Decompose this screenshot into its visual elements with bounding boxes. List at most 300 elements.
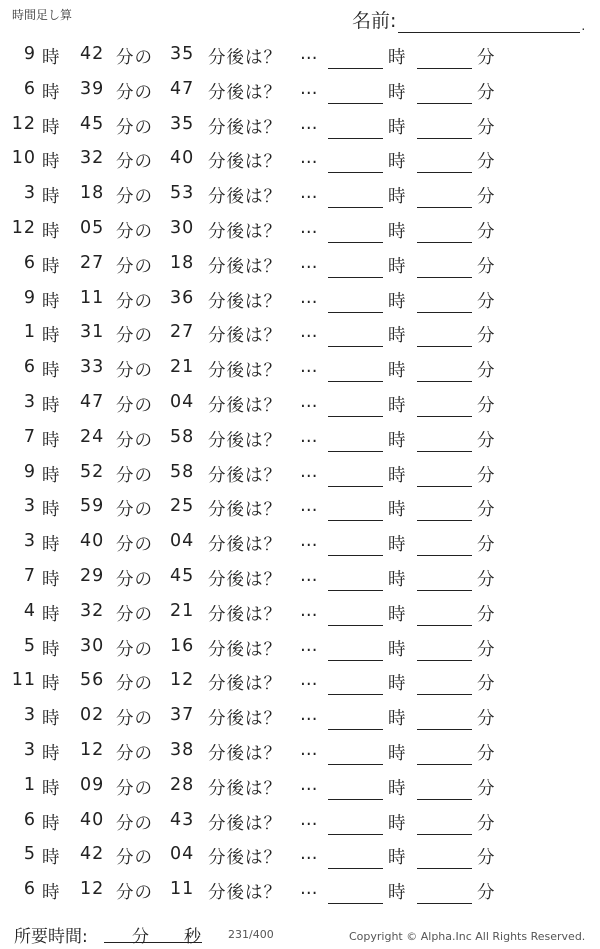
hour-unit: 時 (42, 395, 61, 416)
ellipsis: … (300, 739, 319, 760)
problem-hour: 12 (11, 217, 36, 238)
ellipsis: … (300, 705, 319, 726)
after-unit: 分後は？ (208, 743, 282, 764)
ellipsis: … (300, 183, 319, 204)
problem-add-minutes: 28 (170, 774, 195, 795)
answer-hour-blank[interactable] (328, 879, 383, 904)
after-unit: 分後は？ (208, 604, 282, 625)
minute-of-unit: 分の (116, 569, 153, 590)
time-min-unit: 分 (132, 927, 149, 947)
answer-minute-blank[interactable] (417, 531, 472, 556)
ellipsis: … (300, 391, 319, 412)
answer-hour-blank[interactable] (328, 253, 383, 278)
problem-hour: 6 (23, 252, 36, 273)
ellipsis: … (300, 531, 319, 552)
answer-hour-blank[interactable] (328, 844, 383, 869)
answer-hour-unit: 時 (388, 187, 407, 208)
problem-minute: 42 (80, 44, 105, 64)
problem-row (0, 664, 600, 699)
answer-minute-blank[interactable] (417, 670, 472, 695)
answer-minute-unit: 分 (477, 361, 496, 382)
problem-row (0, 838, 600, 873)
problem-minute: 30 (80, 635, 105, 656)
minute-of-unit: 分の (116, 743, 153, 764)
ellipsis: … (300, 879, 319, 900)
answer-minute-unit: 分 (477, 326, 496, 347)
answer-minute-blank[interactable] (417, 427, 472, 452)
minute-of-unit: 分の (116, 604, 153, 625)
problem-minute: 11 (80, 287, 105, 308)
answer-minute-blank[interactable] (417, 740, 472, 765)
problem-add-minutes: 04 (170, 391, 195, 412)
answer-minute-unit: 分 (477, 291, 496, 312)
answer-hour-blank[interactable] (328, 810, 383, 835)
problem-add-minutes: 45 (170, 565, 195, 586)
problem-hour: 3 (23, 739, 36, 760)
minute-of-unit: 分の (116, 221, 153, 242)
answer-minute-unit: 分 (477, 152, 496, 173)
after-unit: 分後は？ (208, 291, 282, 312)
answer-hour-blank[interactable] (328, 636, 383, 661)
problem-minute: 56 (80, 670, 105, 691)
answer-minute-unit: 分 (477, 82, 496, 103)
problem-hour: 6 (23, 357, 36, 378)
answer-minute-unit: 分 (477, 569, 496, 590)
problem-hour: 5 (23, 635, 36, 656)
hour-unit: 時 (42, 256, 61, 277)
answer-minute-blank[interactable] (417, 462, 472, 487)
problem-add-minutes: 40 (170, 148, 195, 169)
answer-minute-blank[interactable] (417, 636, 472, 661)
problem-row (0, 351, 600, 386)
problem-hour: 9 (23, 44, 36, 64)
problem-row (0, 142, 600, 177)
answer-hour-unit: 時 (388, 674, 407, 695)
problem-add-minutes: 37 (170, 705, 195, 726)
page-number: 231/400 (228, 928, 274, 941)
answer-minute-unit: 分 (477, 674, 496, 695)
problem-row (0, 734, 600, 769)
after-unit: 分後は？ (208, 48, 282, 68)
problem-minute: 47 (80, 391, 105, 412)
answer-hour-blank[interactable] (328, 531, 383, 556)
answer-minute-blank[interactable] (417, 79, 472, 104)
name-blank[interactable] (398, 14, 580, 33)
problem-hour: 7 (23, 426, 36, 447)
minute-of-unit: 分の (116, 500, 153, 521)
problem-hour: 7 (23, 565, 36, 586)
problem-hour: 6 (23, 879, 36, 900)
after-unit: 分後は？ (208, 187, 282, 208)
answer-minute-unit: 分 (477, 187, 496, 208)
answer-minute-blank[interactable] (417, 114, 472, 139)
answer-hour-blank[interactable] (328, 357, 383, 382)
after-unit: 分後は？ (208, 82, 282, 103)
answer-minute-blank[interactable] (417, 148, 472, 173)
answer-hour-blank[interactable] (328, 496, 383, 521)
ellipsis: … (300, 357, 319, 378)
problem-hour: 1 (23, 322, 36, 343)
hour-unit: 時 (42, 361, 61, 382)
answer-hour-unit: 時 (388, 778, 407, 799)
answer-hour-unit: 時 (388, 256, 407, 277)
ellipsis: … (300, 670, 319, 691)
answer-hour-blank[interactable] (328, 148, 383, 173)
problem-minute: 32 (80, 600, 105, 621)
problem-add-minutes: 53 (170, 183, 195, 204)
problem-hour: 10 (11, 148, 36, 169)
answer-minute-unit: 分 (477, 639, 496, 660)
problem-add-minutes: 35 (170, 44, 195, 64)
minute-of-unit: 分の (116, 639, 153, 660)
after-unit: 分後は？ (208, 221, 282, 242)
answer-minute-unit: 分 (477, 221, 496, 242)
answer-minute-blank[interactable] (417, 253, 472, 278)
after-unit: 分後は？ (208, 465, 282, 486)
problem-add-minutes: 04 (170, 844, 195, 865)
minute-of-unit: 分の (116, 82, 153, 103)
answer-hour-unit: 時 (388, 152, 407, 173)
problem-row (0, 108, 600, 143)
ellipsis: … (300, 252, 319, 273)
problem-add-minutes: 25 (170, 496, 195, 517)
problem-minute: 05 (80, 217, 105, 238)
problem-row (0, 421, 600, 456)
problem-hour: 3 (23, 705, 36, 726)
problem-add-minutes: 47 (170, 78, 195, 99)
after-unit: 分後は？ (208, 883, 282, 904)
answer-minute-unit: 分 (477, 778, 496, 799)
hour-unit: 時 (42, 883, 61, 904)
problem-add-minutes: 04 (170, 531, 195, 552)
answer-hour-unit: 時 (388, 395, 407, 416)
problem-add-minutes: 21 (170, 357, 195, 378)
answer-minute-unit: 分 (477, 48, 496, 68)
after-unit: 分後は？ (208, 117, 282, 138)
problem-hour: 1 (23, 774, 36, 795)
answer-hour-blank[interactable] (328, 322, 383, 347)
answer-minute-blank[interactable] (417, 705, 472, 730)
answer-hour-unit: 時 (388, 326, 407, 347)
problem-row (0, 630, 600, 665)
problem-add-minutes: 35 (170, 113, 195, 134)
answer-hour-unit: 時 (388, 569, 407, 590)
worksheet-title: 時間足し算 (12, 8, 73, 22)
after-unit: 分後は？ (208, 500, 282, 521)
problem-hour: 3 (23, 531, 36, 552)
after-unit: 分後は？ (208, 326, 282, 347)
problem-hour: 6 (23, 809, 36, 830)
after-unit: 分後は？ (208, 674, 282, 695)
problem-add-minutes: 21 (170, 600, 195, 621)
problem-minute: 24 (80, 426, 105, 447)
minute-of-unit: 分の (116, 187, 153, 208)
problem-row (0, 560, 600, 595)
minute-of-unit: 分の (116, 778, 153, 799)
after-unit: 分後は？ (208, 361, 282, 382)
time-sec-unit: 秒 (184, 927, 201, 947)
after-unit: 分後は？ (208, 395, 282, 416)
minute-of-unit: 分の (116, 291, 153, 312)
hour-unit: 時 (42, 187, 61, 208)
answer-hour-blank[interactable] (328, 79, 383, 104)
after-unit: 分後は？ (208, 848, 282, 869)
answer-hour-blank[interactable] (328, 775, 383, 800)
problem-add-minutes: 27 (170, 322, 195, 343)
answer-hour-unit: 時 (388, 291, 407, 312)
hour-unit: 時 (42, 848, 61, 869)
minute-of-unit: 分の (116, 48, 153, 68)
problem-add-minutes: 18 (170, 252, 195, 273)
answer-minute-blank[interactable] (417, 218, 472, 243)
problem-minute: 42 (80, 844, 105, 865)
answer-minute-unit: 分 (477, 535, 496, 556)
answer-hour-blank[interactable] (328, 601, 383, 626)
answer-minute-blank[interactable] (417, 322, 472, 347)
minute-of-unit: 分の (116, 361, 153, 382)
answer-minute-blank[interactable] (417, 392, 472, 417)
answer-hour-unit: 時 (388, 535, 407, 556)
hour-unit: 時 (42, 709, 61, 730)
answer-minute-blank[interactable] (417, 496, 472, 521)
problem-row (0, 177, 600, 212)
answer-hour-blank[interactable] (328, 670, 383, 695)
time-required-label: 所要時間: (14, 927, 88, 947)
answer-hour-blank[interactable] (328, 462, 383, 487)
problem-hour: 5 (23, 844, 36, 865)
hour-unit: 時 (42, 117, 61, 138)
answer-hour-blank[interactable] (328, 183, 383, 208)
problem-minute: 32 (80, 148, 105, 169)
problem-hour: 4 (23, 600, 36, 621)
answer-minute-blank[interactable] (417, 810, 472, 835)
problem-row (0, 456, 600, 491)
minute-of-unit: 分の (116, 326, 153, 347)
problem-minute: 18 (80, 183, 105, 204)
hour-unit: 時 (42, 82, 61, 103)
problem-row (0, 525, 600, 560)
hour-unit: 時 (42, 569, 61, 590)
problem-row (0, 490, 600, 525)
problem-minute: 31 (80, 322, 105, 343)
problem-add-minutes: 12 (170, 670, 195, 691)
problem-minute: 29 (80, 565, 105, 586)
hour-unit: 時 (42, 291, 61, 312)
problem-row (0, 595, 600, 630)
after-unit: 分後は？ (208, 535, 282, 556)
copyright: Copyright © Alpha.Inc All Rights Reserved. (349, 930, 586, 943)
hour-unit: 時 (42, 778, 61, 799)
ellipsis: … (300, 774, 319, 795)
minute-of-unit: 分の (116, 430, 153, 451)
name-label: 名前: (352, 10, 397, 32)
answer-minute-unit: 分 (477, 883, 496, 904)
hour-unit: 時 (42, 430, 61, 451)
problem-add-minutes: 30 (170, 217, 195, 238)
problem-minute: 40 (80, 531, 105, 552)
answer-hour-blank[interactable] (328, 392, 383, 417)
after-unit: 分後は？ (208, 256, 282, 277)
problem-add-minutes: 36 (170, 287, 195, 308)
problem-add-minutes: 16 (170, 635, 195, 656)
answer-minute-blank[interactable] (417, 775, 472, 800)
time-required-blank[interactable] (104, 922, 202, 947)
ellipsis: … (300, 565, 319, 586)
problem-row (0, 282, 600, 317)
hour-unit: 時 (42, 326, 61, 347)
answer-hour-unit: 時 (388, 883, 407, 904)
problem-add-minutes: 11 (170, 879, 195, 900)
problem-minute: 52 (80, 461, 105, 482)
problem-row (0, 73, 600, 108)
answer-minute-blank[interactable] (417, 44, 472, 69)
answer-hour-unit: 時 (388, 743, 407, 764)
minute-of-unit: 分の (116, 465, 153, 486)
problem-minute: 45 (80, 113, 105, 134)
name-field (352, 6, 585, 33)
answer-minute-unit: 分 (477, 604, 496, 625)
problem-minute: 02 (80, 705, 105, 726)
answer-hour-blank[interactable] (328, 740, 383, 765)
answer-hour-blank[interactable] (328, 427, 383, 452)
problem-list (0, 38, 600, 908)
problem-minute: 39 (80, 78, 105, 99)
problem-hour: 9 (23, 461, 36, 482)
answer-hour-unit: 時 (388, 221, 407, 242)
problem-hour: 9 (23, 287, 36, 308)
problem-row (0, 316, 600, 351)
hour-unit: 時 (42, 743, 61, 764)
answer-minute-blank[interactable] (417, 879, 472, 904)
minute-of-unit: 分の (116, 535, 153, 556)
problem-minute: 09 (80, 774, 105, 795)
problem-minute: 40 (80, 809, 105, 830)
answer-hour-unit: 時 (388, 709, 407, 730)
ellipsis: … (300, 461, 319, 482)
problem-add-minutes: 58 (170, 461, 195, 482)
answer-hour-unit: 時 (388, 813, 407, 834)
answer-minute-unit: 分 (477, 430, 496, 451)
answer-minute-unit: 分 (477, 395, 496, 416)
hour-unit: 時 (42, 639, 61, 660)
answer-minute-unit: 分 (477, 848, 496, 869)
problem-add-minutes: 58 (170, 426, 195, 447)
after-unit: 分後は？ (208, 430, 282, 451)
problem-hour: 11 (11, 670, 36, 691)
hour-unit: 時 (42, 604, 61, 625)
answer-minute-unit: 分 (477, 813, 496, 834)
hour-unit: 時 (42, 535, 61, 556)
name-dot: . (581, 19, 586, 33)
answer-hour-unit: 時 (388, 117, 407, 138)
answer-minute-unit: 分 (477, 500, 496, 521)
problem-hour: 3 (23, 391, 36, 412)
problem-row (0, 804, 600, 839)
after-unit: 分後は？ (208, 709, 282, 730)
answer-minute-blank[interactable] (417, 844, 472, 869)
problem-row (0, 873, 600, 908)
hour-unit: 時 (42, 813, 61, 834)
after-unit: 分後は？ (208, 813, 282, 834)
hour-unit: 時 (42, 152, 61, 173)
answer-hour-unit: 時 (388, 48, 407, 68)
answer-minute-blank[interactable] (417, 566, 472, 591)
problem-minute: 12 (80, 879, 105, 900)
problem-hour: 12 (11, 113, 36, 134)
answer-hour-unit: 時 (388, 82, 407, 103)
minute-of-unit: 分の (116, 883, 153, 904)
answer-hour-blank[interactable] (328, 218, 383, 243)
answer-minute-unit: 分 (477, 465, 496, 486)
after-unit: 分後は？ (208, 778, 282, 799)
problem-minute: 12 (80, 739, 105, 760)
ellipsis: … (300, 600, 319, 621)
answer-minute-blank[interactable] (417, 288, 472, 313)
answer-hour-blank[interactable] (328, 705, 383, 730)
ellipsis: … (300, 148, 319, 169)
answer-minute-blank[interactable] (417, 183, 472, 208)
after-unit: 分後は？ (208, 152, 282, 173)
ellipsis: … (300, 322, 319, 343)
after-unit: 分後は？ (208, 569, 282, 590)
problem-hour: 3 (23, 183, 36, 204)
answer-hour-unit: 時 (388, 430, 407, 451)
problem-row (0, 212, 600, 247)
answer-hour-blank[interactable] (328, 44, 383, 69)
minute-of-unit: 分の (116, 395, 153, 416)
answer-hour-unit: 時 (388, 604, 407, 625)
minute-of-unit: 分の (116, 709, 153, 730)
problem-minute: 27 (80, 252, 105, 273)
answer-hour-unit: 時 (388, 361, 407, 382)
ellipsis: … (300, 113, 319, 134)
ellipsis: … (300, 809, 319, 830)
answer-hour-blank[interactable] (328, 114, 383, 139)
problem-minute: 59 (80, 496, 105, 517)
ellipsis: … (300, 635, 319, 656)
problem-row (0, 386, 600, 421)
ellipsis: … (300, 78, 319, 99)
answer-minute-blank[interactable] (417, 357, 472, 382)
answer-minute-blank[interactable] (417, 601, 472, 626)
problem-row (0, 247, 600, 282)
answer-hour-unit: 時 (388, 848, 407, 869)
answer-hour-unit: 時 (388, 500, 407, 521)
minute-of-unit: 分の (116, 117, 153, 138)
problem-row (0, 769, 600, 804)
minute-of-unit: 分の (116, 256, 153, 277)
ellipsis: … (300, 287, 319, 308)
answer-hour-blank[interactable] (328, 288, 383, 313)
hour-unit: 時 (42, 465, 61, 486)
answer-hour-unit: 時 (388, 465, 407, 486)
minute-of-unit: 分の (116, 674, 153, 695)
answer-hour-unit: 時 (388, 639, 407, 660)
answer-minute-unit: 分 (477, 743, 496, 764)
hour-unit: 時 (42, 221, 61, 242)
answer-minute-unit: 分 (477, 709, 496, 730)
ellipsis: … (300, 426, 319, 447)
problem-row (0, 699, 600, 734)
answer-hour-blank[interactable] (328, 566, 383, 591)
ellipsis: … (300, 217, 319, 238)
problem-hour: 3 (23, 496, 36, 517)
hour-unit: 時 (42, 500, 61, 521)
answer-minute-unit: 分 (477, 117, 496, 138)
problem-add-minutes: 43 (170, 809, 195, 830)
answer-minute-unit: 分 (477, 256, 496, 277)
hour-unit: 時 (42, 674, 61, 695)
